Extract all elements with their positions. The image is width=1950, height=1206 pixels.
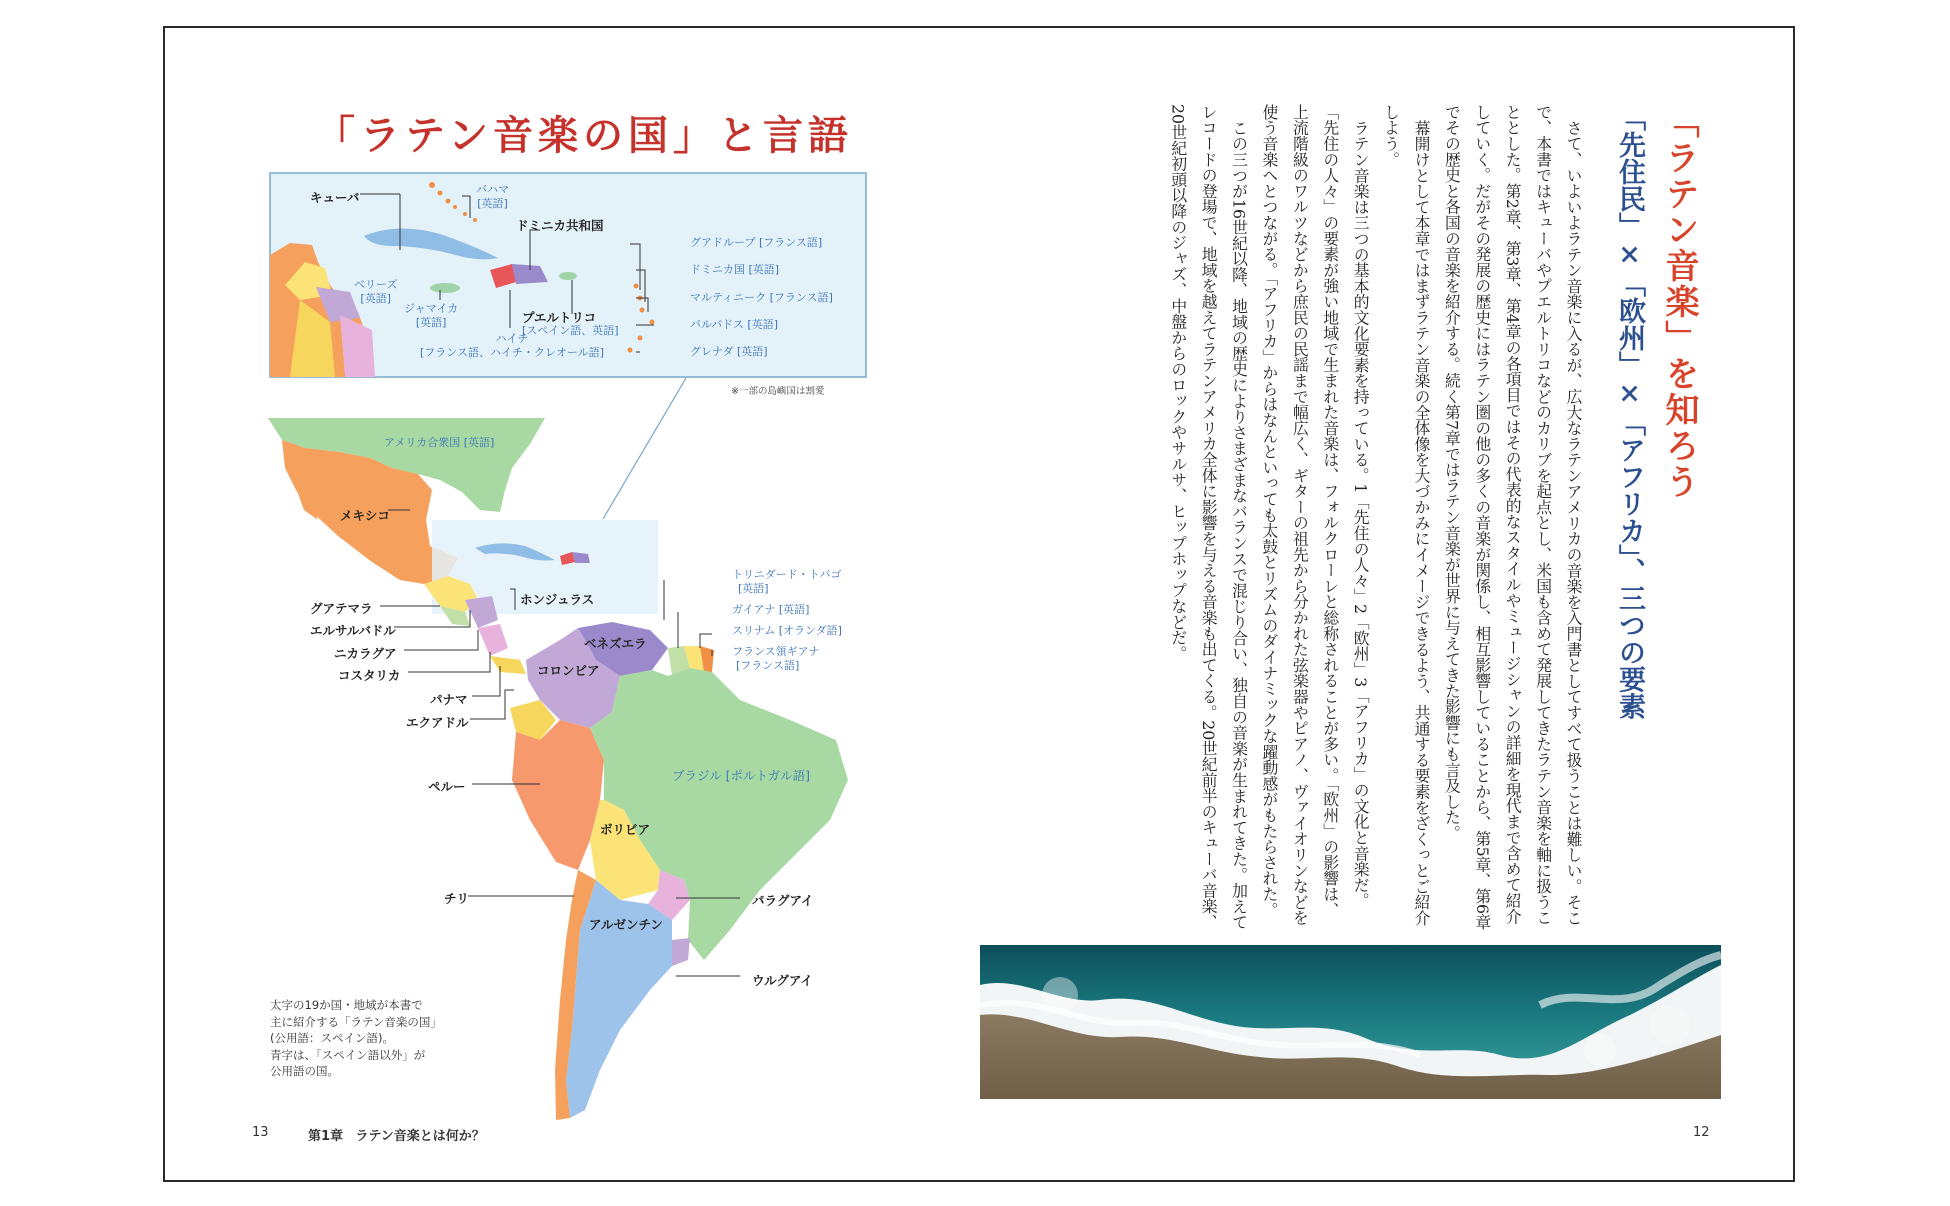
label-trinidad: トリニダード・トバゴ — [732, 568, 842, 581]
label-el-salvador: エルサルバドル — [310, 623, 396, 638]
label-puerto-rico-lang: [スペイン語、英語] — [522, 324, 619, 337]
label-usa: アメリカ合衆国 [英語] — [384, 436, 495, 449]
left-page-number: 13 — [252, 1125, 269, 1140]
label-guatemala: グアテマラ — [310, 601, 373, 616]
label-costa-rica: コスタリカ — [338, 668, 401, 683]
label-french-guiana: フランス領ギアナ — [732, 645, 820, 658]
label-haiti: ハイチ [フランス語、ハイチ・クレオール語] — [420, 332, 605, 359]
label-suriname: スリナム [オランダ語] — [732, 624, 842, 637]
legend-line: 太字の19か国・地域が本書で — [270, 998, 423, 1012]
label-puerto-rico: プエルトリコ — [522, 310, 597, 325]
chapter-number: 第1章 — [308, 1129, 344, 1144]
map-legend — [270, 997, 442, 1080]
label-paraguay: パラグアイ — [752, 893, 814, 908]
label-peru: ペルー — [428, 779, 466, 794]
label-panama: パナマ — [430, 692, 468, 707]
article-paragraph: この三つが16世紀以降、地域の歴史によりさまざまなバランスで混じり合い、独自の音楽が生まれてきた。加えてレコードの登場で、地域を越えてラテンアメリカ全体に影響を与える音楽も出てくる。20世紀前半のキューバ音楽、20世紀初頭以降のジャズ、中盤からのロックやサルサ、ヒップホップなどだ。 — [1168, 104, 1249, 930]
label-argentina: アルゼンチン — [589, 917, 663, 932]
inset-note: ※一部の島嶼国は割愛 — [731, 386, 825, 397]
label-ecuador: エクアドル — [406, 715, 469, 730]
article-paragraph: ラテン音楽は三つの基本的文化要素を持っている。1「先住の人々」2「欧州」3「アフリカ」の文化と音楽だ。「先住の人々」の要素が強い地域で生まれた音楽は、フォルクローレと総称されることが多い。「欧州」の影響は、上流階級のワルツなどから庶民の民謡まで幅広く、ギターの祖先から分かれた弦楽器やピアノ、ヴァイオリンなどを使う音楽へとつながる。「アフリカ」からはなんといっても太鼓とリズムのダイナミックな躍動感がもたらされた。 — [1259, 104, 1371, 926]
label-brazil: ブラジル [ポルトガル語] — [672, 768, 811, 783]
article-subheading: 「先住民」×「欧州」×「アフリカ」、三つの要素 — [1614, 104, 1645, 720]
label-french-guiana-lang: [フランス語] — [736, 659, 800, 672]
label-bolivia: ボリビア — [600, 822, 651, 837]
ocean-waves-photo — [980, 945, 1721, 1099]
chapter-footer — [308, 1125, 485, 1144]
label-grenada: グレナダ [英語] — [690, 345, 768, 358]
label-mexico: メキシコ — [340, 508, 390, 523]
right-page-number: 12 — [1693, 1125, 1710, 1140]
label-honduras: ホンジュラス — [520, 592, 595, 607]
legend-line: 公用語の国。 — [270, 1064, 339, 1078]
label-dominican-republic: ドミニカ共和国 — [516, 218, 604, 233]
article-body — [1076, 104, 1588, 930]
article-paragraph: 幕開けとして本章ではまずラテン音楽の全体像を大づかみにイメージできるよう、共通する要素をざくっとご紹介しよう。 — [1381, 104, 1431, 926]
label-uruguay: ウルグアイ — [752, 973, 813, 988]
label-nicaragua: ニカラグア — [334, 646, 397, 661]
label-venezuela: ベネズエラ — [584, 636, 647, 651]
legend-line: (公用語：スペイン語)。 — [270, 1031, 394, 1045]
label-martinique: マルティニーク [フランス語] — [690, 291, 833, 304]
legend-line: 青字は、「スペイン語以外」が — [270, 1047, 426, 1062]
label-trinidad-lang: [英語] — [738, 582, 769, 595]
map-title: 「ラテン音楽の国」と言語 — [315, 112, 853, 159]
label-belize: ベリーズ [英語] — [354, 278, 398, 305]
chapter-title: ラテン音楽とは何か？ — [355, 1129, 485, 1144]
legend-line: 主に紹介する「ラテン音楽の国」 — [270, 1014, 442, 1029]
label-barbados: バルバドス [英語] — [690, 318, 778, 331]
label-cuba: キューバ — [310, 190, 360, 205]
label-guadeloupe: グアドループ [フランス語] — [690, 236, 823, 249]
label-bahamas: バハマ [英語] — [476, 183, 509, 210]
label-colombia: コロンビア — [537, 663, 600, 678]
label-chile: チリ — [444, 891, 470, 906]
label-dominica: ドミニカ国 [英語] — [690, 263, 780, 276]
article-paragraph: さて、いよいよラテン音楽に入るが、広大なラテンアメリカの音楽を入門書としてすべて扱うことは難しい。そこで、本書ではキューバやプエルトリコなどのカリブを起点とし、米国も含めて発展してきたラテン音楽を軸に扱うこととした。第2章、第3章、第4章の各項目ではその代表的なスタイルやミュージシャンの詳細を現代まで含めて紹介していく。だがその発展の歴史にはラテン圏の他の多くの音楽が関係し、相互影響していることから、第5章、第6章でその歴史と各国の音楽を紹介する。続く第7章ではラテン音楽が世界に与えてきた影響にも言及した。 — [1442, 104, 1583, 930]
article-heading: 「ラテン音楽」を知ろう — [1659, 104, 1699, 500]
label-guyana: ガイアナ [英語] — [732, 603, 810, 616]
label-jamaica: ジャマイカ [英語] — [404, 302, 459, 329]
